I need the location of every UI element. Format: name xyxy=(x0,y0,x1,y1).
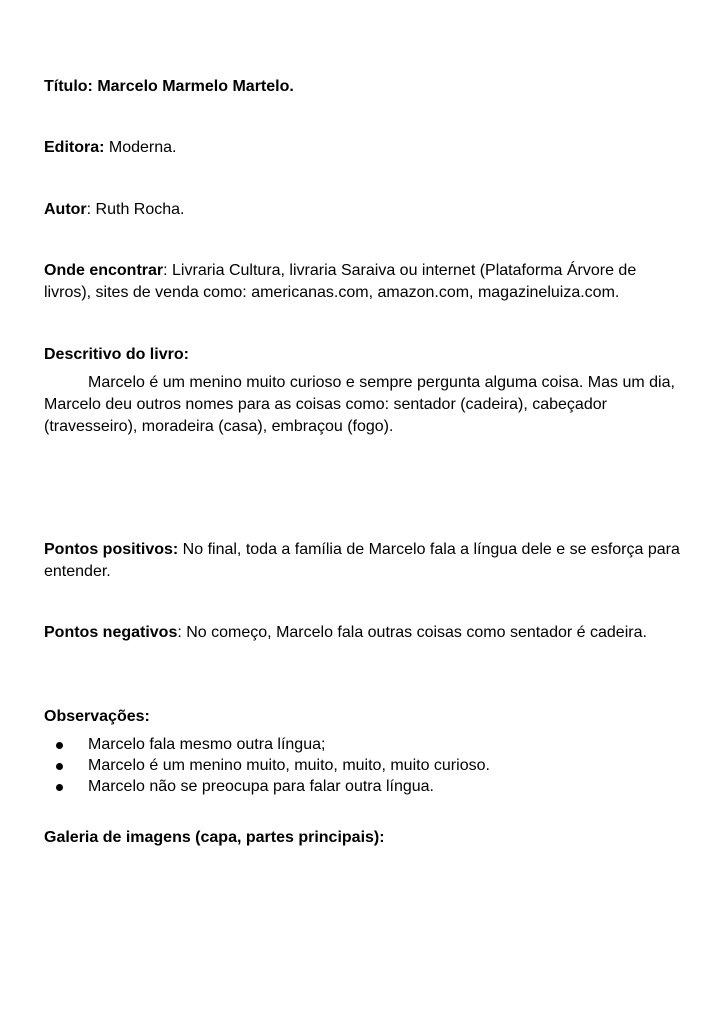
positives-label: Pontos positivos: xyxy=(44,541,179,558)
bullet-icon xyxy=(56,784,63,791)
publisher-value: Moderna. xyxy=(104,139,177,156)
author-label: Autor xyxy=(44,201,87,218)
list-item xyxy=(44,776,490,797)
where-to-find-label: Onde encontrar xyxy=(44,262,164,279)
description-heading-text: Descritivo do livro: xyxy=(44,346,189,363)
where-to-find-value: : Livraria Cultura, livraria Saraiva ou internet (Plataforma Árvore de livros), sites de venda como: americanas.com, amazon.com, magazineluiza.com. xyxy=(44,262,637,301)
list-item-text: Marcelo não se preocupa para falar outra língua. xyxy=(88,778,434,795)
list-item-text: Marcelo é um menino muito, muito, muito, muito curioso. xyxy=(88,757,490,774)
positives-paragraph xyxy=(44,539,684,583)
positives-value: No final, toda a família de Marcelo fala a língua dele e se esforça para entender. xyxy=(44,541,680,580)
negatives-paragraph xyxy=(44,622,684,644)
list-item-text: Marcelo fala mesmo outra língua; xyxy=(88,736,326,753)
title-label: Título: Marcelo Marmelo Martelo. xyxy=(44,78,294,95)
observations-heading-text: Observações: xyxy=(44,708,150,725)
bullet-icon xyxy=(56,742,63,749)
description-heading xyxy=(44,344,684,366)
description-text: Marcelo é um menino muito curioso e sempre pergunta alguma coisa. Mas um dia, Marcelo deu outros nomes para as coisas como: sentador (cadeira), cabeçador (travesseiro), moradeira (casa), embraçou (fogo). xyxy=(44,374,675,435)
description-paragraph xyxy=(44,372,684,438)
observations-heading xyxy=(44,706,684,728)
where-to-find-paragraph xyxy=(44,260,684,304)
publisher-line xyxy=(44,137,684,159)
publisher-label: Editora: xyxy=(44,139,105,156)
negatives-value: : No começo, Marcelo fala outras coisas como sentador é cadeira. xyxy=(177,624,647,641)
observations-list xyxy=(44,734,490,797)
gallery-heading xyxy=(44,827,684,849)
bullet-icon xyxy=(56,763,63,770)
gallery-heading-text: Galeria de imagens (capa, partes principais): xyxy=(44,829,385,846)
list-item xyxy=(44,734,490,755)
book-title xyxy=(44,76,684,98)
negatives-label: Pontos negativos xyxy=(44,624,178,641)
author-value: : Ruth Rocha. xyxy=(86,201,185,218)
author-line xyxy=(44,199,684,221)
list-item xyxy=(44,755,490,776)
